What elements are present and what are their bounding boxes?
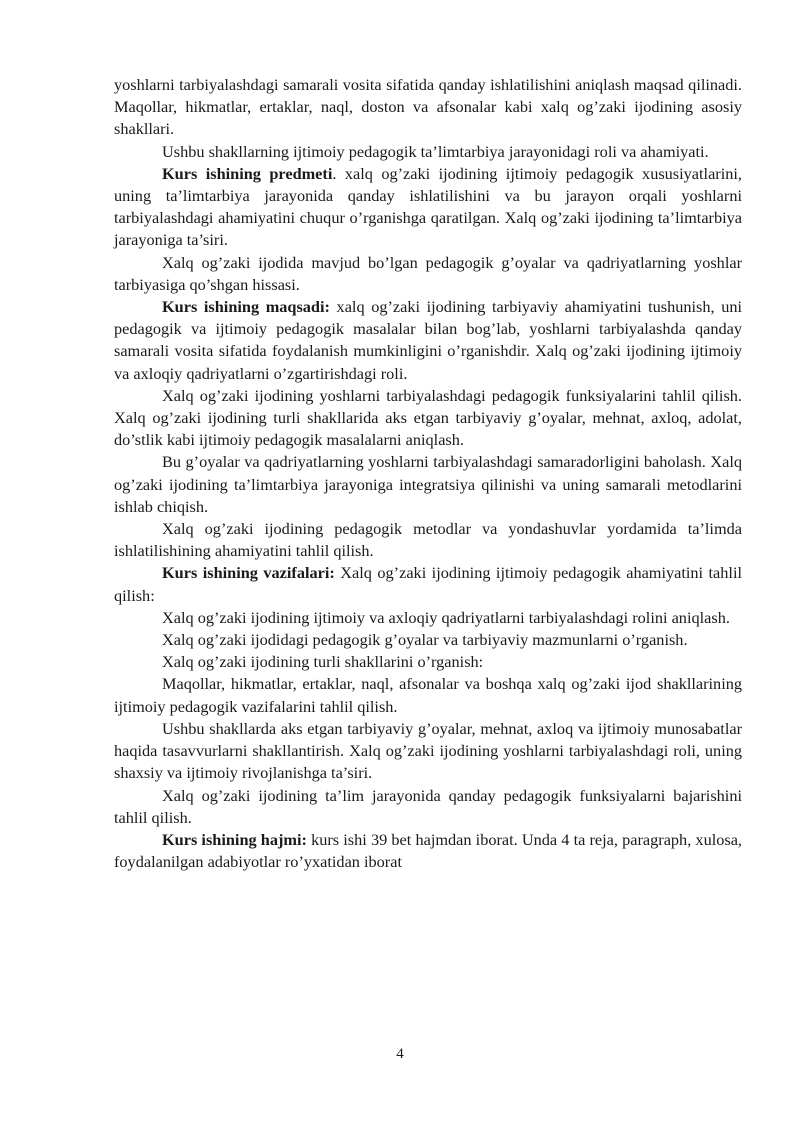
- paragraph-text: . xalq og’zaki ijodining ijtimoiy pedagogik xususiyatlarini, uning ta’limtarbiya jarayonida qanday ishlatilishini va bu jarayon orqali yoshlarni tarbiyalashdagi ahamiyatini chuqur o’rganishga qaratilgan. Xalq og’zaki ijodining ta’limtarbiya jarayoniga ta’siri.: [114, 163, 742, 250]
- paragraph-4: [114, 252, 742, 296]
- paragraph-1: [114, 74, 742, 141]
- paragraph-7: [114, 451, 742, 518]
- paragraph-16: [114, 829, 742, 873]
- paragraph-heading: Kurs ishining hajmi:: [162, 829, 307, 849]
- paragraph-text: Ushbu shakllarning ijtimoiy pedagogik ta’limtarbiya jarayonidagi roli va ahamiyati.: [162, 141, 709, 161]
- paragraph-text: Xalq og’zaki ijodida mavjud bo’lgan pedagogik g’oyalar va qadriyatlarning yoshlar tarbiyasiga qo’shgan hissasi.: [114, 252, 742, 294]
- page-number: 4: [396, 1046, 404, 1062]
- paragraph-14: [114, 718, 742, 785]
- paragraph-11: [114, 629, 742, 651]
- paragraph-15: [114, 785, 742, 829]
- paragraph-text: Bu g’oyalar va qadriyatlarning yoshlarni tarbiyalashdagi samaradorligini baholash. Xalq og’zaki ijodining ta’limtarbiya jarayoniga integratsiya qilinishi va uning samarali metodlarini ishlab chiqish.: [114, 452, 742, 516]
- document-page: [114, 74, 742, 873]
- paragraph-text: Ushbu shakllarda aks etgan tarbiyaviy g’oyalar, mehnat, axloq va ijtimoiy munosabatlar haqida tasavvurlarni shakllantirish. Xalq og’zaki ijodining yoshlarni tarbiyalashdagi roli, uning shaxsiy va ijtimoiy rivojlanishga ta’siri.: [114, 718, 742, 783]
- paragraph-text: kurs ishi 39 bet hajmdan iborat. Unda 4 ta reja, paragraph, xulosa, foydalanilgan adabiyotlar ro’yxatidan iborat: [114, 829, 743, 872]
- paragraph-13: [114, 673, 742, 717]
- paragraph-8: [114, 518, 742, 562]
- paragraph-heading: Kurs ishining vazifalari:: [162, 563, 335, 583]
- paragraph-text: Xalq og’zaki ijodining ta’lim jarayonida qanday pedagogik funksiyalarni bajarishini tahlil qilish.: [114, 785, 742, 827]
- paragraph-text: Xalq og’zaki ijodining pedagogik metodlar va yondashuvlar yordamida ta’limda ishlatilishining ahamiyatini tahlil qilish.: [114, 519, 742, 561]
- paragraph-6: [114, 385, 742, 452]
- paragraph-2: [114, 141, 742, 163]
- paragraph-text: Xalq og’zaki ijodining yoshlarni tarbiyalashdagi pedagogik funksiyalarini tahlil qilish. Xalq og’zaki ijodining turli shakllarida aks etgan tarbiyaviy g’oyalar, mehnat, axloq, adolat, do’stlik kabi ijtimoiy pedagogik masalalarni aniqlash.: [114, 385, 742, 450]
- paragraph-12: [114, 651, 742, 673]
- paragraph-text: Xalq og’zaki ijodining ijtimoiy pedagogik ahamiyatini tahlil qilish:: [114, 563, 742, 605]
- paragraph-text: Xalq og’zaki ijodining turli shakllarini o’rganish:: [162, 652, 484, 672]
- paragraph-text: yoshlarni tarbiyalashdagi samarali vosita sifatida qanday ishlatilishini aniqlash maqsad qilinadi. Maqollar, hikmatlar, ertaklar, naql, doston va afsonalar kabi xalq og’zaki ijodining asosiy shakllari.: [114, 75, 742, 139]
- paragraph-5: [114, 296, 742, 385]
- paragraph-heading: Kurs ishining maqsadi:: [162, 297, 330, 317]
- paragraph-text: xalq og’zaki ijodining tarbiyaviy ahamiyatini tushunish, uni pedagogik va ijtimoiy pedagogik masalalar bilan bog’lab, yoshlarni tarbiyalashda qanday samarali vosita sifatida foydalanish mumkinligini o’rganishdir. Xalq og’zaki ijodining ijtimoiy va axloqiy qadriyatlarni o’zgartirishdagi roli.: [114, 297, 742, 383]
- paragraph-3: [114, 163, 742, 252]
- paragraph-9: [114, 562, 742, 606]
- paragraph-heading: Kurs ishining predmeti: [162, 163, 333, 183]
- paragraph-text: Maqollar, hikmatlar, ertaklar, naql, afsonalar va boshqa xalq og’zaki ijod shakllarining ijtimoiy pedagogik vazifalarini tahlil qilish.: [114, 674, 742, 716]
- paragraph-text: Xalq og’zaki ijodidagi pedagogik g’oyalar va tarbiyaviy mazmunlarni o’rganish.: [162, 630, 688, 650]
- paragraph-text: Xalq og’zaki ijodining ijtimoiy va axloqiy qadriyatlarni tarbiyalashdagi rolini aniqlash.: [162, 607, 730, 627]
- paragraph-10: [114, 607, 742, 629]
